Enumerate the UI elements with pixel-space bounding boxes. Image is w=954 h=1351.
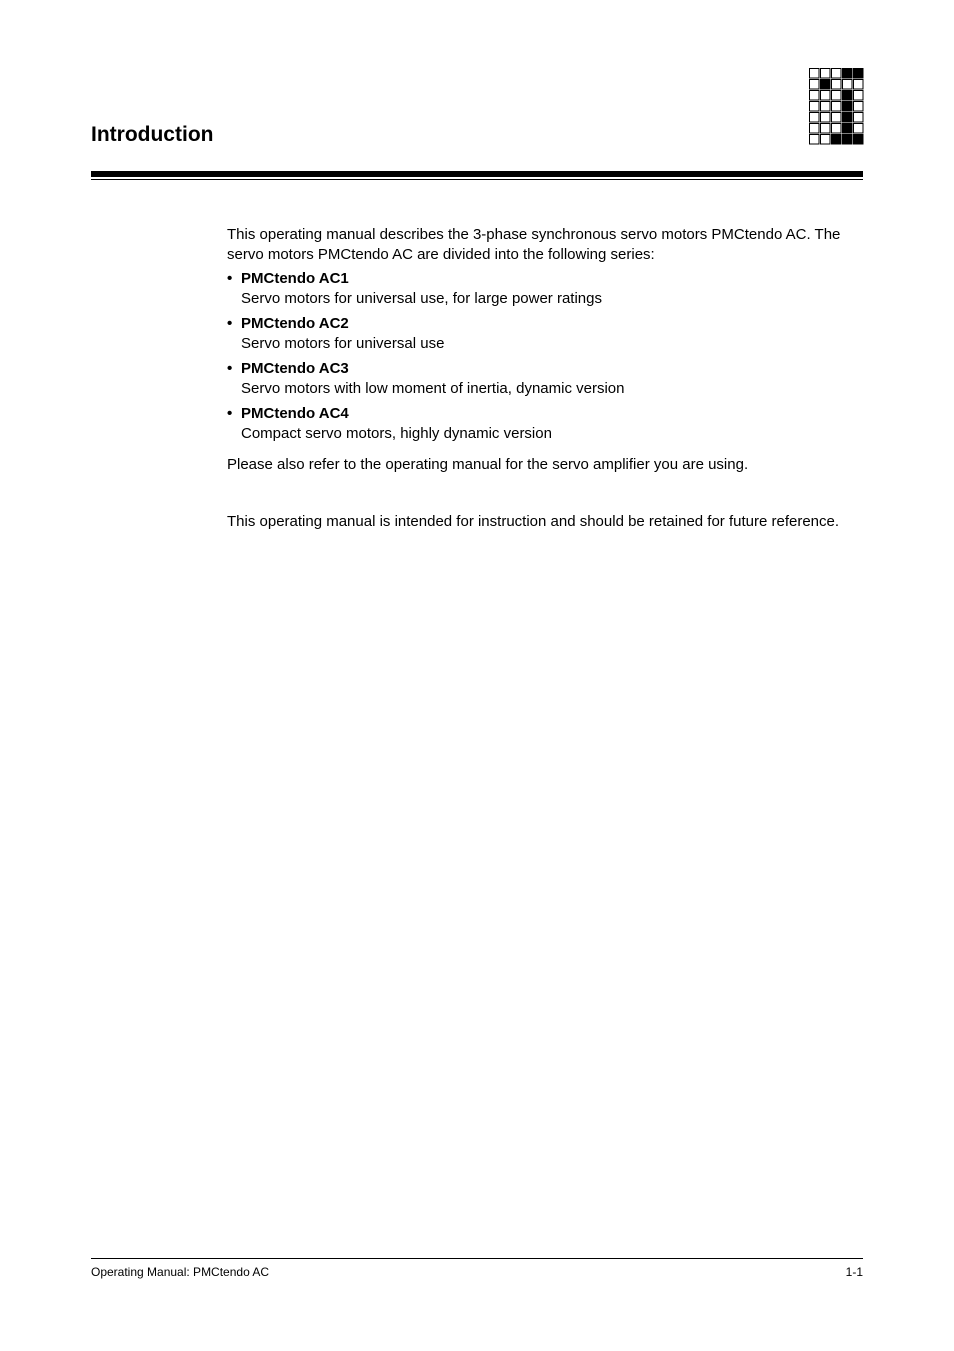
list-item <box>227 269 867 308</box>
logo-cell-empty <box>832 80 842 90</box>
logo-cell-empty <box>832 124 842 134</box>
logo-cell-empty <box>810 113 820 123</box>
logo-cell-empty <box>854 80 864 90</box>
logo-cell-empty <box>810 124 820 134</box>
list-item <box>227 404 867 443</box>
list-item <box>227 314 867 353</box>
logo-cell-filled <box>843 124 853 134</box>
logo-cell-filled <box>832 135 842 145</box>
bullet: • <box>227 315 233 332</box>
series-description: Servo motors for universal use, for large power ratings <box>241 289 602 307</box>
footer-title: Operating Manual: PMCtendo AC <box>91 1265 270 1279</box>
grid-logo-icon <box>809 68 864 146</box>
series-name: PMCtendo AC2 <box>241 315 349 332</box>
intro-paragraph: This operating manual describes the 3-phase synchronous servo motors PMCtendo AC. The servo motors PMCtendo AC are divided into the following series: <box>227 226 841 263</box>
logo-cell-empty <box>810 91 820 101</box>
logo-cell-filled <box>843 91 853 101</box>
logo-cell-empty <box>821 69 831 79</box>
body-text <box>227 225 867 531</box>
logo-cell-filled <box>854 69 864 79</box>
logo-cell-empty <box>810 102 820 112</box>
logo-cell-empty <box>832 91 842 101</box>
bullet: • <box>227 360 233 377</box>
header-divider-thin <box>91 179 863 180</box>
logo-cell-empty <box>821 113 831 123</box>
bullet: • <box>227 405 233 422</box>
logo-cell-empty <box>821 124 831 134</box>
logo-cell-empty <box>810 135 820 145</box>
logo-cell-filled <box>843 135 853 145</box>
logo-cell-empty <box>854 124 864 134</box>
logo-cell-empty <box>810 80 820 90</box>
logo-cell-empty <box>810 69 820 79</box>
logo-cell-empty <box>832 102 842 112</box>
logo-cell-empty <box>854 113 864 123</box>
logo-cell-filled <box>854 135 864 145</box>
logo-cell-empty <box>832 113 842 123</box>
series-description: Compact servo motors, highly dynamic version <box>241 424 552 442</box>
logo-cell-empty <box>854 91 864 101</box>
logo-cell-empty <box>843 80 853 90</box>
footer-divider <box>91 1258 863 1259</box>
series-description: Servo motors for universal use <box>241 334 445 352</box>
list-item <box>227 359 867 398</box>
logo-cell-empty <box>832 69 842 79</box>
series-name: PMCtendo AC3 <box>241 360 349 377</box>
logo-cell-filled <box>843 113 853 123</box>
logo-cell-filled <box>821 80 831 90</box>
series-list <box>227 269 867 443</box>
page-title: Introduction <box>91 123 214 146</box>
logo-cell-filled <box>843 102 853 112</box>
logo-cell-filled <box>843 69 853 79</box>
logo-cell-empty <box>821 135 831 145</box>
series-name: PMCtendo AC1 <box>241 270 349 287</box>
logo-cell-empty <box>821 91 831 101</box>
logo-cell-empty <box>821 102 831 112</box>
page-number: 1-1 <box>845 1265 863 1279</box>
note-paragraph: Please also refer to the operating manual for the servo amplifier you are using. <box>227 456 749 473</box>
logo-cell-empty <box>854 102 864 112</box>
bullet: • <box>227 270 233 287</box>
header-divider-thick <box>91 171 863 177</box>
series-description: Servo motors with low moment of inertia, dynamic version <box>241 379 625 397</box>
retain-paragraph: This operating manual is intended for instruction and should be retained for future reference. <box>227 512 840 530</box>
series-name: PMCtendo AC4 <box>241 405 349 422</box>
